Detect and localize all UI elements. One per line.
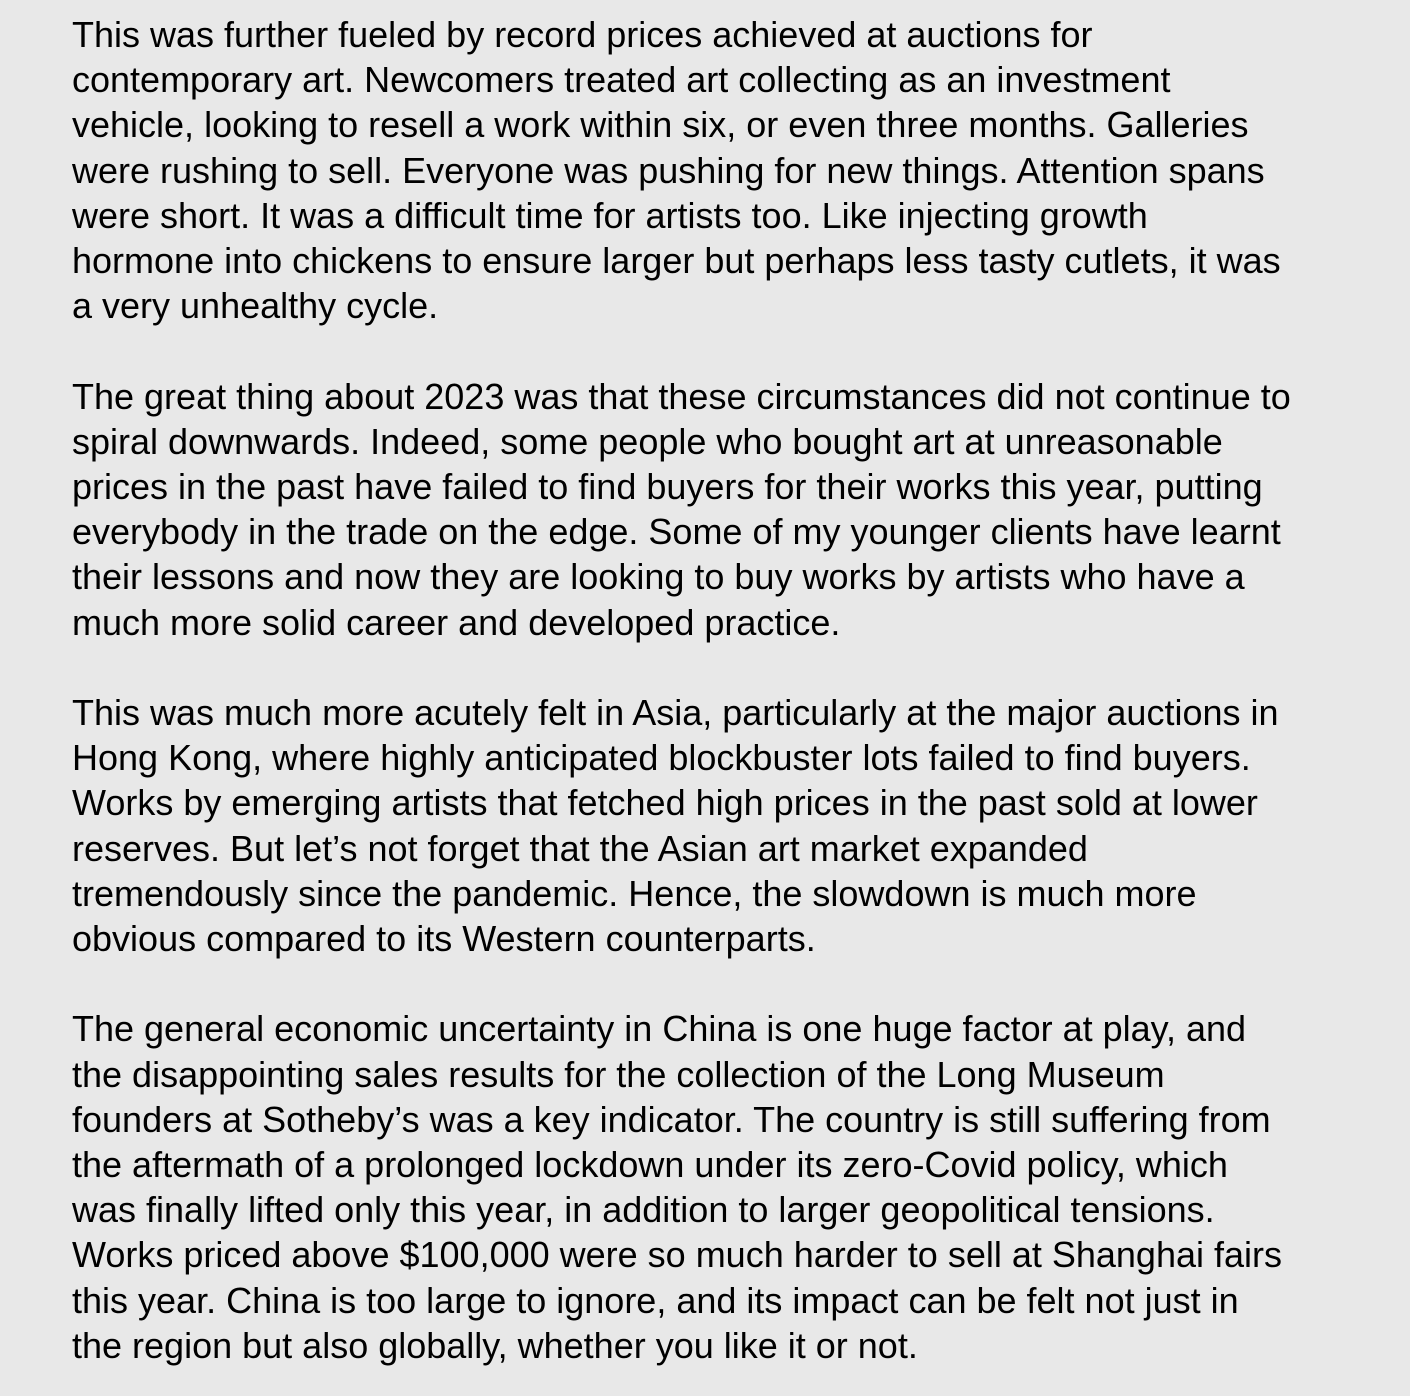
text-line: spiral downwards. Indeed, some people who bought art at unreasonable xyxy=(72,420,1223,462)
text-line: reserves. But let’s not forget that the Asian art market expanded xyxy=(72,827,1088,869)
paragraph-3 xyxy=(72,690,1402,961)
text-line: The general economic uncertainty in China is one huge factor at play, and xyxy=(72,1008,1247,1050)
text-line: contemporary art. Newcomers treated art collecting as an investment xyxy=(72,59,1171,101)
text-line: obvious compared to its Western counterparts. xyxy=(72,918,816,960)
text-line: tremendously since the pandemic. Hence, the slowdown is much more xyxy=(72,872,1197,914)
text-line: This was much more acutely felt in Asia, particularly at the major auctions in xyxy=(72,692,1279,734)
text-line: a very unhealthy cycle. xyxy=(72,285,439,327)
text-line: were short. It was a difficult time for artists too. Like injecting growth xyxy=(72,194,1148,236)
text-line: much more solid career and developed practice. xyxy=(72,601,841,643)
text-line: hormone into chickens to ensure larger but perhaps less tasty cutlets, it was xyxy=(72,240,1281,282)
text-line: their lessons and now they are looking to buy works by artists who have a xyxy=(72,556,1245,598)
article-body xyxy=(72,12,1402,1368)
text-line: Hong Kong, where highly anticipated blockbuster lots failed to find buyers. xyxy=(72,737,1251,779)
text-line: were rushing to sell. Everyone was pushing for new things. Attention spans xyxy=(72,149,1265,191)
text-line: founders at Sotheby’s was a key indicator. The country is still suffering from xyxy=(72,1098,1271,1140)
text-line: the region but also globally, whether you like it or not. xyxy=(72,1324,918,1366)
text-line: this year. China is too large to ignore, and its impact can be felt not just in xyxy=(72,1279,1239,1321)
text-line: The great thing about 2023 was that these circumstances did not continue to xyxy=(72,375,1291,417)
text-line: the aftermath of a prolonged lockdown under its zero-Covid policy, which xyxy=(72,1144,1228,1186)
text-line: everybody in the trade on the edge. Some of my younger clients have learnt xyxy=(72,511,1281,553)
text-line: the disappointing sales results for the collection of the Long Museum xyxy=(72,1053,1165,1095)
paragraph-1 xyxy=(72,12,1402,328)
text-line: This was further fueled by record prices achieved at auctions for xyxy=(72,14,1093,55)
text-line: vehicle, looking to resell a work within six, or even three months. Galleries xyxy=(72,104,1249,146)
paragraph-2 xyxy=(72,374,1402,645)
text-line: Works by emerging artists that fetched high prices in the past sold at lower xyxy=(72,782,1258,824)
text-line: was finally lifted only this year, in addition to larger geopolitical tensions. xyxy=(72,1189,1215,1231)
paragraph-4 xyxy=(72,1006,1402,1368)
text-line: prices in the past have failed to find buyers for their works this year, putting xyxy=(72,466,1263,508)
text-line: Works priced above $100,000 were so much harder to sell at Shanghai fairs xyxy=(72,1234,1283,1276)
